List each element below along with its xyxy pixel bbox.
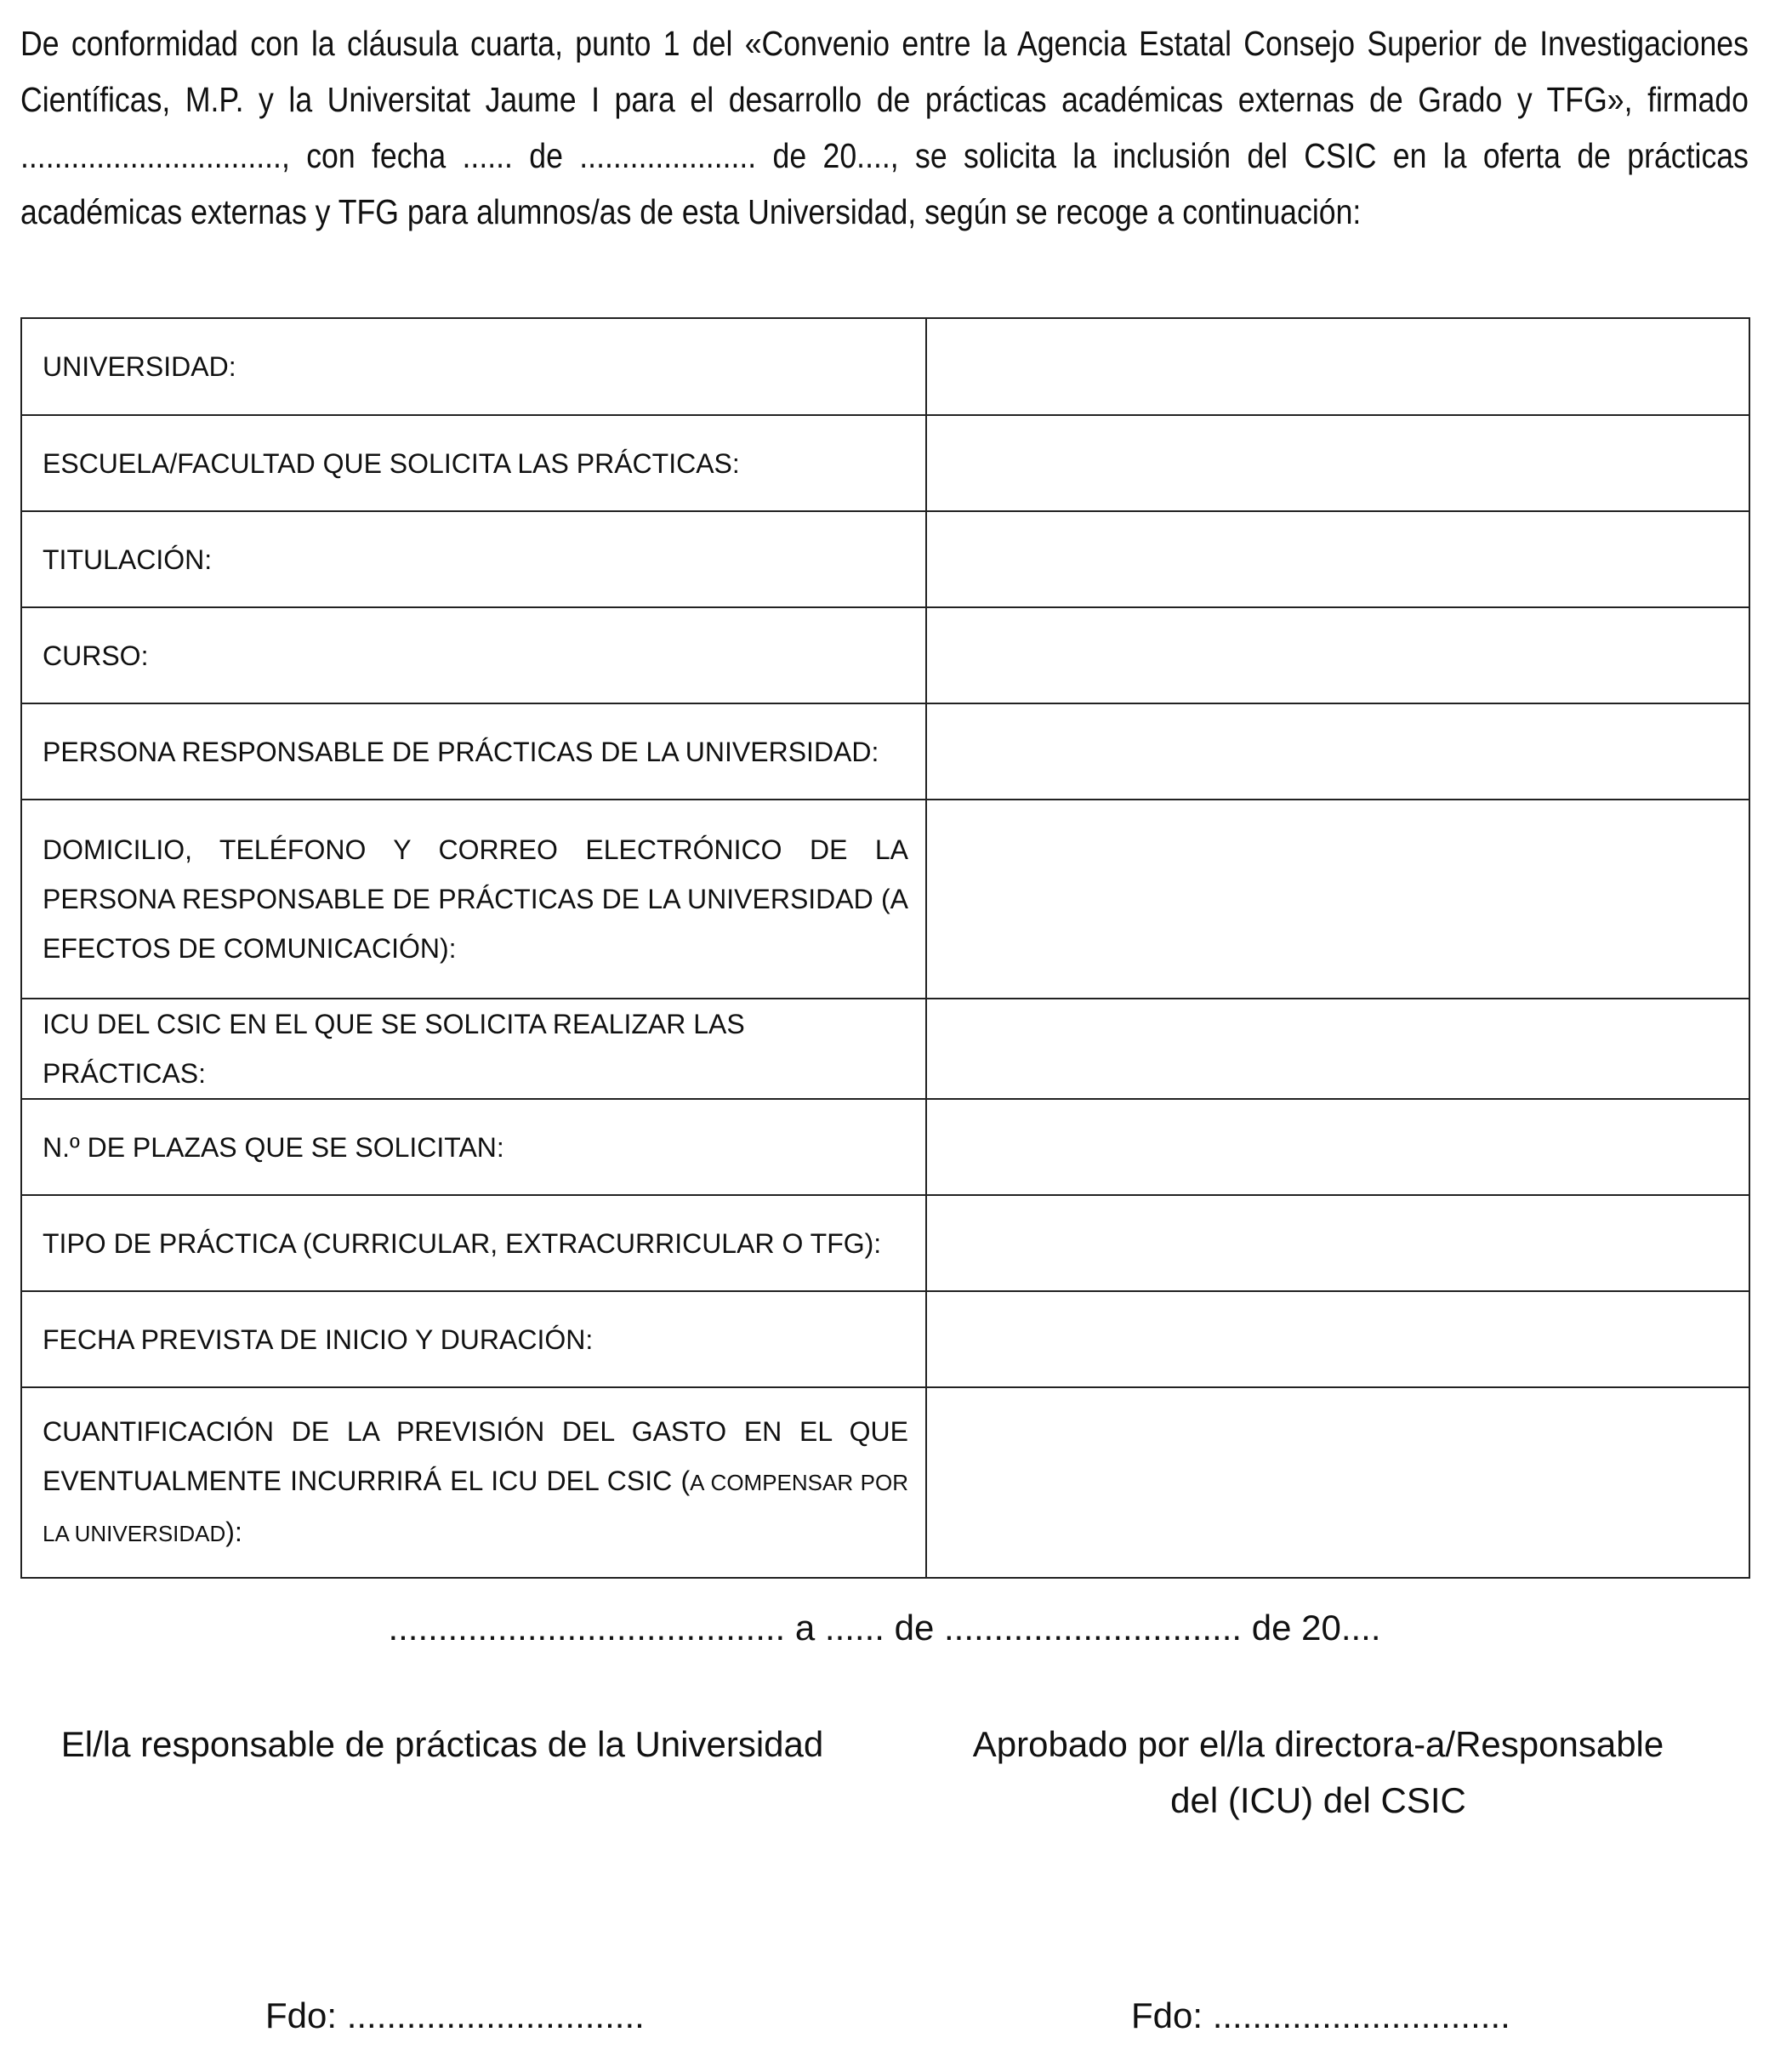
domicilio-contacto-field[interactable] [926, 800, 1749, 999]
row-label-cell [21, 607, 926, 703]
row-label-cell [21, 511, 926, 607]
signature-right-fdo: Fdo: .............................. [1131, 1995, 1510, 2035]
signature-right-title-line1: Aprobado por el/la directora-a/Responsable [972, 1724, 1664, 1764]
universidad-label: UNIVERSIDAD: [43, 351, 236, 382]
signature-left-title: El/la responsable de prácticas de la Universidad [60, 1724, 824, 1764]
persona-responsable-label: PERSONA RESPONSABLE DE PRÁCTICAS DE LA UNIVERSIDAD: [43, 736, 879, 767]
fecha-inicio-label: FECHA PREVISTA DE INICIO Y DURACIÓN: [43, 1323, 594, 1355]
signature-right-title [944, 1716, 1692, 1829]
cuantificacion-gasto-label: CUANTIFICACIÓN DE LA PREVISIÓN DEL GASTO EN EL QUE EVENTUALMENTE INCURRIRÁ EL ICU DEL CSIC (A COMPENSAR POR LA UNIVERSIDAD): [43, 1416, 909, 1547]
curso-label: CURSO: [43, 640, 149, 671]
row-label-cell [21, 1387, 926, 1578]
row-label-cell [21, 1099, 926, 1195]
tipo-practica-field[interactable] [926, 1195, 1749, 1291]
icu-csic-label: ICU DEL CSIC EN EL QUE SE SOLICITA REALIZAR LAS PRÁCTICAS: [43, 1009, 745, 1089]
icu-csic-field[interactable] [926, 999, 1749, 1099]
row-label-cell [21, 415, 926, 511]
table-row [21, 800, 1749, 999]
row-label-cell [21, 800, 926, 999]
tipo-practica-label: TIPO DE PRÁCTICA (CURRICULAR, EXTRACURRICULAR O TFG): [43, 1227, 882, 1259]
universidad-field[interactable] [926, 318, 1749, 415]
practicas-form-table [20, 317, 1750, 1579]
curso-field[interactable] [926, 607, 1749, 703]
persona-responsable-field[interactable] [926, 703, 1749, 800]
cuantificacion-gasto-field[interactable] [926, 1387, 1749, 1578]
titulacion-field[interactable] [926, 511, 1749, 607]
row-label-cell [21, 999, 926, 1099]
table-row [21, 415, 1749, 511]
titulacion-label: TITULACIÓN: [43, 544, 213, 575]
table-row [21, 1195, 1749, 1291]
numero-plazas-label: N.º DE PLAZAS QUE SE SOLICITAN: [43, 1131, 504, 1163]
domicilio-contacto-label: DOMICILIO, TELÉFONO Y CORREO ELECTRÓNICO DE LA PERSONA RESPONSABLE DE PRÁCTICAS DE LA UNIVERSIDAD (A EFECTOS DE COMUNICACIÓN): [43, 834, 908, 964]
numero-plazas-field[interactable] [926, 1099, 1749, 1195]
signature-left-fdo: Fdo: .............................. [265, 1995, 645, 2035]
fecha-inicio-field[interactable] [926, 1291, 1749, 1387]
intro-paragraph: De conformidad con la cláusula cuarta, punto 1 del «Convenio entre la Agencia Estatal Consejo Superior de Investigaciones Científicas, M.P. y la Universitat Jaume I para el desarrollo de prácticas académicas externas de Grado y TFG», firmado ..............................., con fecha ...... de ..................... de 20...., se solicita la inclusión del CSIC en la oferta de prácticas académicas externas y TFG para alumnos/as de esta Universidad, según se recoge a continuación: [20, 24, 1749, 231]
table-row [21, 1387, 1749, 1578]
row-label-cell [21, 703, 926, 800]
table-row [21, 999, 1749, 1099]
row-label-cell [21, 1195, 926, 1291]
signature-right-title-line2: del (ICU) del CSIC [1170, 1780, 1466, 1820]
table-row [21, 318, 1749, 415]
table-row [21, 703, 1749, 800]
table-row [21, 607, 1749, 703]
escuela-facultad-field[interactable] [926, 415, 1749, 511]
escuela-facultad-label: ESCUELA/FACULTAD QUE SOLICITA LAS PRÁCTICAS: [43, 447, 740, 479]
table-row [21, 511, 1749, 607]
table-row [21, 1099, 1749, 1195]
place-date-line: ........................................ a ...... de .............................. de 20.... [388, 1608, 1381, 1648]
row-label-cell [21, 318, 926, 415]
table-row [21, 1291, 1749, 1387]
row-label-cell [21, 1291, 926, 1387]
